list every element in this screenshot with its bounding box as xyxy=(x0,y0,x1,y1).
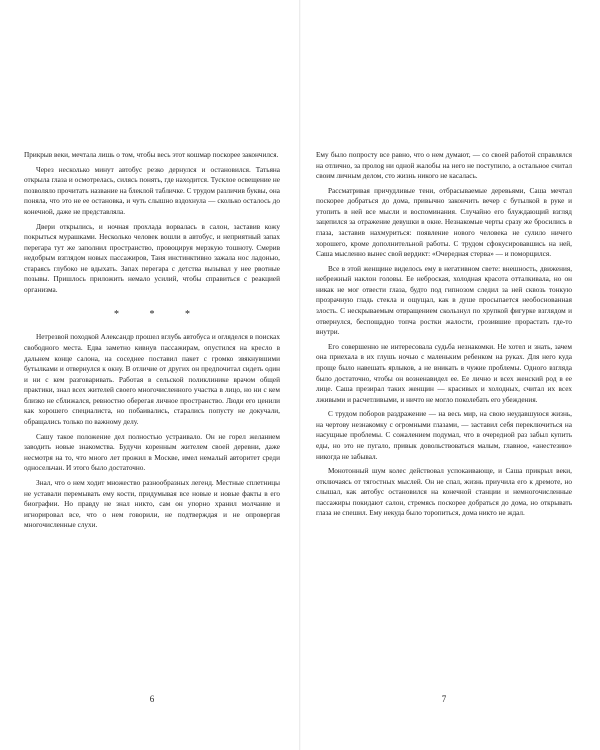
right-paragraph-4: Его совершенно не интересовала судьба незнакомки. Не хотел и знать, зачем она приехала в их глушь ночью с маленьким ребенком на руках. Для него куда проще было навешать ярлыков, а не вникать в чужие проблемы. Одного взгляда было достаточно, чтобы он возненавидел ее. Ее лично и всех женский род в ее лице. Саша презирал таких женщин — красивых и холодных, считал их всех лживыми и расчетливыми, и ничто не могло поколебать его убеждения. xyxy=(316,342,572,404)
left-page-number: 6 xyxy=(149,694,155,704)
right-paragraph-6: Монотонный шум колес действовал успокаивающе, и Саша прикрыл веки, отключаясь от тягостных мыслей. Он не спал, жизнь приучила его к дремоте, но слышал, как автобус остановился на конечной станции и немногочисленные пассажиры покидают салон, стремясь поскорее добраться до дома, но открывать глаза не спешил. Ему некуда было торопиться, дома никто не ждал. xyxy=(316,467,572,518)
right-page xyxy=(316,150,572,523)
right-paragraph-2: Рассматривая причудливые тени, отбрасываемые деревьями, Саша мечтал поскорее добраться до дома, привычно закончить вечер с бутылкой в руке и утопить в ней все мысли и воспоминания. Случайно его блуждающий взгляд зацепился за отражение девушки в окне. Незнакомые черты сразу же бросились в глаза, заставив нахмуриться: появление нового человека не сулило ничего хорошего, кроме дополнительной работы. С трудом сфокусировавшись на ней, Саша мысленно вынес свой вердикт: «Очередная стерва» — и поморщился. xyxy=(316,186,572,259)
left-page xyxy=(24,150,280,535)
book-gutter xyxy=(299,0,301,750)
left-paragraph-1: Прикрыв веки, мечтала лишь о том, чтобы весь этот кошмар поскорее закончился. xyxy=(24,151,279,159)
left-paragraph-5: Сашу такое положение дел полностью устраивало. Он не горел желанием заводить новые знакомства. Будучи коренным жителем своей деревни, даже несмотря на то, что много лет прожил в Москве, имел немалый авторитет среди односельчан. И этого было достаточно. xyxy=(24,432,280,473)
left-paragraph-3: Двери открылись, и ночная прохлада ворвалась в салон, заставив кожу покрыться мурашками. Несколько человек вошли в автобус, и неприятный запах перегара тут же заполнил пространство, провоцируя мерзкую тошноту. Смерив недобрым взглядом новых пассажиров, Таня инстинктивно зажала нос ладонью, стараясь глубоко не вдыхать. Запах перегара с детства вызывал у нее рвотные позывы. Пришлось приложить немало усилий, чтобы справиться с реакцией организма. xyxy=(24,222,280,294)
right-page-number: 7 xyxy=(441,694,447,704)
right-paragraph-1: Ему было попросту все равно, что о нем думают, — со своей работой справлялся на отлично, за пролog ни одной жалобы на него не поступило, а остальное считал своим личным делом, сто жизнь никого не касалась. xyxy=(316,151,572,181)
right-paragraph-3: Все в этой женщине виделось ему в негативном свете: внешность, движения, небрежный наклон головы. Ее неброская, холодная красота отталкивала, но он никак не мог отвести глаза, будто под гипнозом следил за ней сквозь тонкую прозрачную гладь стекла и ощущал, как в душе просыпается необоснованная злость. С нескрываемым отвращением скользнул по хрупкой фигурке взглядом и отвернулся, беспощадно топча ростки жалости, грозившие прорастать где-то внутри. xyxy=(316,264,572,337)
left-paragraph-2: Через несколько минут автобус резко дернулся и остановился. Татьяна открыла глаза и осмотрелась, силясь понять, где находится. Тусклое освещение не позволяло прочитать название на блеклой табличке. С трудом различив буквы, она поняла, что это не ее остановка, и чуть слышно вздохнула — сколько осталось до конечной, даже не представляла. xyxy=(24,165,280,216)
section-separator: * * * xyxy=(114,309,204,321)
left-paragraph-6: Знал, что о нем ходит множество разнообразных легенд. Местные сплетницы не уставали перемывать ему кости, придумывая все новые и новые факты в его биографии. Но правду не знал никто, сам он упорно хранил молчание и игнорировал все, что о нем говорили, не подтверждая и не опровергая многочисленные слухи. xyxy=(24,478,280,530)
left-paragraph-4: Нетрезвой походкой Александр прошел вглубь автобуса и огляделся в поисках свободного места. Едва заметно кивнув пассажирам, опустился на кресло в дальнем конце салона, на соседнее поставил пакет с громко звякнувшими бутылками и отвернулся к окну. В отличие от других он предпочитал сидеть один и ни с кем разговаривать. Работая в сельской поликлинике врачом общей практики, знал всех жителей своего многочисленного участка в лицо, но ни с кем близко не сближался, ревностно оберегая личное пространство. Люди его ценили как хорошего специалиста, но побаивались, старались попусту не докучали, обращались только по важному делу. xyxy=(24,333,280,426)
right-paragraph-5: С трудом поборов раздражение — на весь мир, на свою неудавшуюся жизнь, на чертову незнакомку с огромными глазами, — заставил себя переключиться на насущные проблемы. С сожалением подумал, что в очередной раз забыл купить еды, но это не пугало, привык довольствоваться малым, главное, «анестезию» никогда не забывал. xyxy=(316,410,572,461)
